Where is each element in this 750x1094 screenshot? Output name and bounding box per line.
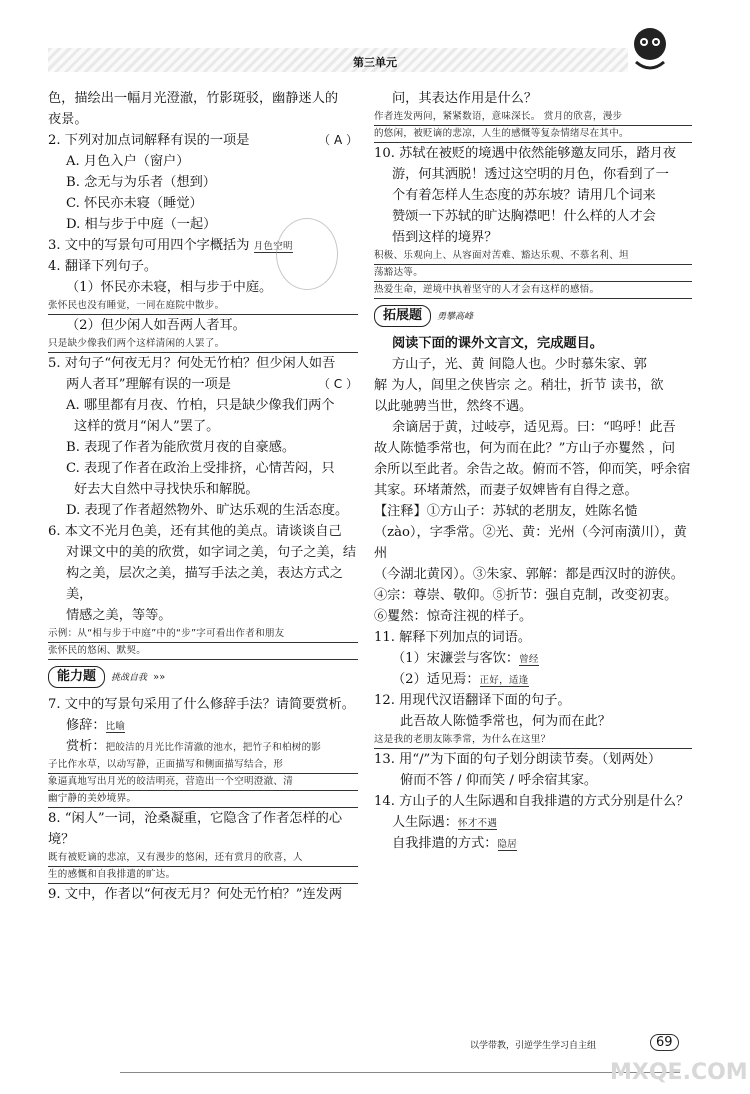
sub-answer: 自我排遣的方式：隐居 [392, 836, 518, 851]
option: C. 表现了作者在政治上受排挤，心情苦闷，只 [66, 461, 335, 476]
option: A. 哪里都有月夜、竹柏，只是缺少像我们两个 [66, 398, 335, 413]
passage-line: 以此驰骋当世，然终不遇。 [374, 399, 533, 414]
answer: 热爱生命，逆境中执着坚守的人才会有这样的感悟。 [374, 282, 692, 299]
sub-question: （1）怀民亦未寝，相与步于中庭。 [66, 280, 273, 295]
answer: 月色空明 [253, 241, 293, 252]
option: C. 怀民亦未寝（睡觉） [66, 196, 203, 211]
note-line: 【注释】①方山子：苏轼的老朋友，姓陈名慥 [374, 504, 638, 519]
sub-question: （1）宋濂尝与客饮：曾经 [392, 651, 539, 666]
question-10: 10. 苏轼在被贬的境遇中依然能够邀友同乐，踏月夜 [374, 146, 677, 161]
question-10-cont: 赞颂一下苏轼的旷达胸襟吧！什么样的人才会 [392, 209, 656, 224]
answer: 积极、乐观向上、从容面对苦难、豁达乐观、不慕名利、坦 [374, 248, 692, 265]
section-title: 能力题 [48, 666, 105, 688]
note-line: （zào），字季常。②光、黄：光州（今河南潢川），黄州 [374, 525, 687, 561]
note-line: ⑥矍然：惊奇注视的样子。 [374, 609, 533, 624]
sub-answer: 修辞：比喻 [66, 718, 126, 733]
answer-choice: （ C ） [317, 377, 358, 391]
section-ability [48, 666, 358, 692]
section-extension [374, 305, 692, 331]
passage-line: 故人陈慥季常也，何为而在此？”方山子亦矍然 ，问 [374, 441, 676, 456]
answer: 作者连发两问，紧紧数语，意味深长。 赏月的欣喜，漫步 [374, 109, 692, 126]
sub-question: （2）适见焉：正好，适逢 [392, 672, 529, 687]
option-cont: 好去大自然中寻找快乐和解脱。 [74, 482, 259, 497]
passage-line: 解 为人，闾里之侠皆宗 之。稍壮，折节 读书，欲 [374, 378, 664, 393]
answer: 张怀民的悠闲、默契。 [48, 643, 358, 660]
question-10-cont: 悟到这样的境界？ [392, 230, 498, 245]
question-9: 9. 文中，作者以“何夜无月？何处无竹柏？”连发两 [48, 887, 343, 902]
right-column [374, 88, 692, 854]
arrows-icon: »» [153, 672, 166, 683]
sentence: 此吾故人陈慥季常也，何为而在此？ [400, 714, 611, 729]
page-number: 69 [650, 1034, 679, 1051]
question-10-cont: 游，何其洒脱！透过这空明的月色，你看到了一 [392, 167, 669, 182]
option-cont: 这样的赏月“闲人”罢了。 [74, 419, 220, 434]
option: D. 相与步于中庭（一起） [66, 217, 217, 232]
answer: 生的感慨和自我排遣的旷达。 [48, 867, 358, 884]
answer: 既有被贬谪的悲凉，又有漫步的悠闲，还有赏月的欣喜，人 [48, 850, 358, 867]
option: B. 念无与为乐者（想到） [66, 175, 216, 190]
note-line: （今湖北黄冈）。③朱家、郭解：都是西汉时的游侠。 [374, 567, 684, 582]
stamp-icon [276, 218, 338, 290]
question-6-cont: 对课文中的美的欣赏，如字词之美，句子之美，结 [66, 545, 357, 560]
text-line: 色，描绘出一幅月光澄澈，竹影斑驳，幽静迷人的 [48, 91, 339, 106]
answer: 张怀民也没有睡觉，一同在庭院中散步。 [48, 298, 358, 315]
note-line: ④宗：尊崇、敬仰。⑤折节：强自克制，改变初衷。 [374, 588, 678, 603]
option: B. 表现了作者为能欣赏月夜的自豪感。 [66, 440, 296, 455]
question-8: 8. “闲人”一词，沧桑凝重，它隐含了作者怎样的心境？ [48, 811, 343, 847]
question-5-cont: 两人者耳”理解有误的一项是 （ C ） [48, 374, 358, 395]
question-4: 4. 翻译下列句子。 [48, 259, 158, 274]
answer: 俯而不答 / 仰而笑 / 呼余宿其家。 [400, 773, 598, 788]
reading-instruction: 阅读下面的课外文言文，完成题目。 [392, 336, 603, 351]
answer: 幽宁静的美妙境界。 [48, 791, 358, 808]
answer: 子比作水草，以动写静，正面描写和侧面描写结合，形 [48, 757, 358, 774]
question-6-cont: 构之美，层次之美，描写手法之美，表达方式之美， [66, 566, 343, 602]
section-title: 拓展题 [374, 305, 431, 327]
question-7: 7. 文中的写景句采用了什么修辞手法？请简要赏析。 [48, 697, 355, 712]
sub-answer: 赏析：把皎洁的月光比作清澈的池水，把竹子和柏树的影 [66, 739, 322, 754]
passage-line: 其家。环堵萧然，而妻子奴婢皆有自得之意。 [374, 483, 638, 498]
question-3: 3. 文中的写景句可用四个字概括为 月色空明 [48, 238, 293, 253]
sub-answer: 人生际遇：怀才不遇 [392, 815, 498, 830]
question-9-cont: 问，其表达作用是什么？ [392, 91, 538, 106]
question-11: 11. 解释下列加点的词语。 [374, 630, 532, 645]
answer: 的悠闲，被贬谪的悲凉，人生的感慨等复杂情绪尽在其中。 [374, 126, 692, 143]
question-13: 13. 用“/”为下面的句子划分朗读节奏。（划两处） [374, 752, 662, 767]
footer-slogan: 以学带教，引逆学生学习自主组 [470, 1041, 597, 1051]
section-subtitle: 勇攀高峰 [437, 312, 474, 322]
question-5: 5. 对句子“何夜无月？何处无竹柏？但少闲人如吾 [48, 356, 336, 371]
sub-question: （2）但少闲人如吾两人者耳。 [66, 318, 246, 333]
answer-choice: （ A ） [318, 133, 358, 147]
answer: 只是缺少像我们两个这样清闲的人罢了。 [48, 336, 358, 353]
answer: 象逼真地写出月光的皎洁明亮，营造出一个空明澄澈、清 [48, 774, 358, 791]
question-6: 6. 本文不光月色美，还有其他的美点。请谈谈自己 [48, 524, 342, 539]
question-14: 14. 方山子的人生际遇和自我排遣的方式分别是什么？ [374, 794, 690, 809]
section-subtitle: 挑战自我 [111, 673, 148, 683]
passage-line: 余所以至此者。余告之故。俯而不答，仰而笑，呼余宿 [374, 462, 691, 477]
option: A. 月色入户（窗户） [66, 154, 190, 169]
question-12: 12. 用现代汉语翻译下面的句子。 [374, 693, 571, 708]
unit-title: 第三单元 [353, 56, 397, 69]
answer: 这是我的老朋友陈季常，为什么在这里？ [374, 732, 692, 749]
passage-line: 方山子，光、黄 间隐人也。少时慕朱家、郭 [392, 357, 647, 372]
question-6-cont: 情感之美，等等。 [66, 608, 172, 623]
watermark: MXQE.COM [610, 1060, 748, 1085]
mascot-icon [626, 22, 674, 74]
option: D. 表现了作者超然物外、旷达乐观的生活态度。 [66, 503, 349, 518]
question-10-cont: 个有着怎样人生态度的苏东坡？请用几个词来 [392, 188, 656, 203]
passage-line: 余谪居于黄，过岐亭，适见焉。曰：“呜呼！此吾 [392, 420, 676, 435]
answer: 示例：从“相与步于中庭”中的“步”字可看出作者和朋友 [48, 626, 358, 643]
question-2: 2. 下列对加点词解释有误的一项是 （ A ） [48, 130, 358, 151]
divider [120, 1072, 680, 1073]
text-line: 夜景。 [48, 112, 88, 127]
answer: 荡豁达等。 [374, 265, 692, 282]
left-column [48, 88, 358, 905]
